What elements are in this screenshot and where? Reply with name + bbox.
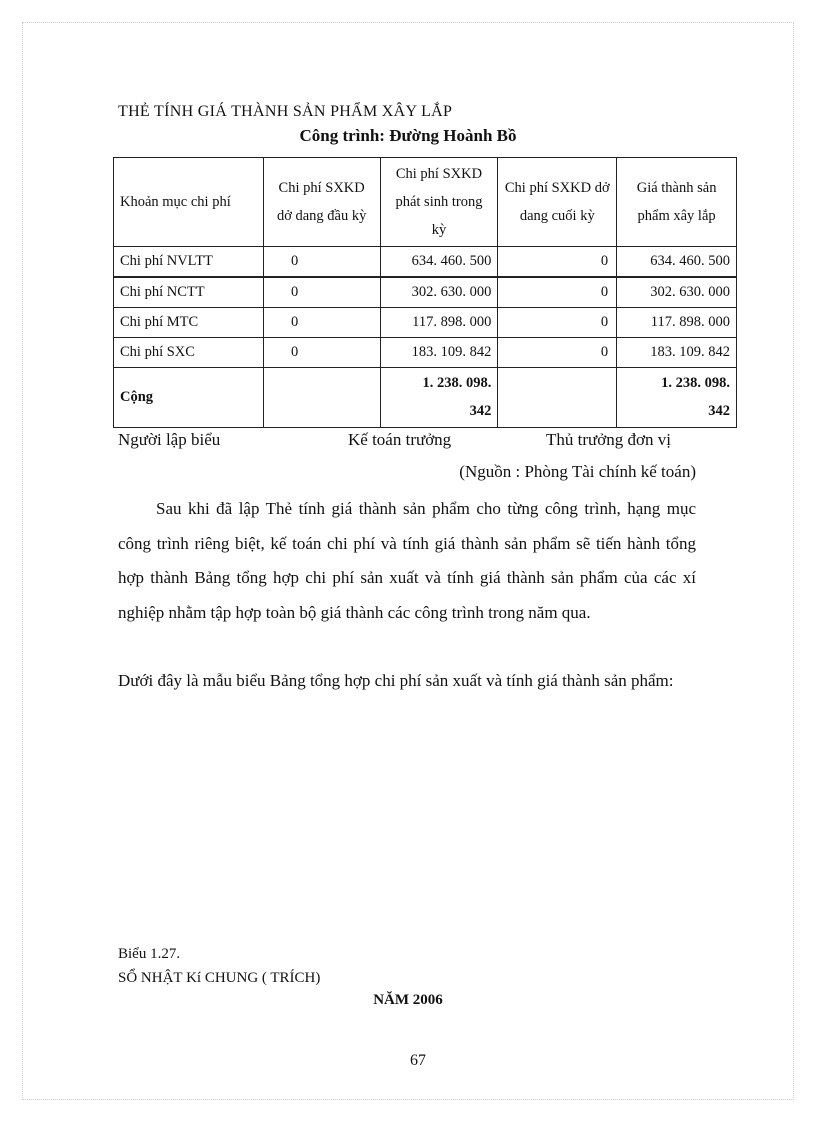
table-row	[114, 338, 737, 368]
cell-closing: 0	[498, 338, 617, 368]
body-paragraph-1: Sau khi đã lập Thẻ tính giá thành sản phẩm cho từng công trình, hạng mục công trình riêng biệt, kế toán chi phí và tính giá thành sản phẩm sẽ tiến hành tổng hợp thành Bảng tổng hợp chi phí sản xuất và tính giá thành sản phẩm của các xí nghiệp nhằm tập hợp toàn bộ giá thành các công trình trong năm qua.	[118, 499, 696, 622]
cell-incurred: 117. 898. 000	[380, 308, 498, 338]
card-subtitle: Công trình: Đường Hoành Bồ	[299, 126, 517, 145]
total-cost-line1: 1. 238. 098.	[661, 375, 730, 391]
cell-opening: 0	[263, 277, 380, 308]
cell-cost: 302. 630. 000	[617, 277, 737, 308]
signer-preparer: Người lập biểu	[118, 430, 221, 449]
header-opening-wip: Chi phí SXKD dở dang đầu kỳ	[263, 158, 380, 247]
form-label: Biểu 1.27.	[118, 946, 181, 962]
signer-unit-head: Thủ trưởng đơn vị	[546, 430, 671, 449]
header-cost-item: Khoản mục chi phí	[114, 158, 264, 247]
cell-cost: 117. 898. 000	[617, 308, 737, 338]
cell-closing: 0	[498, 277, 617, 308]
total-cost-line2: 342	[708, 403, 730, 419]
cell-item: Chi phí SXC	[114, 338, 264, 368]
cell-cost: 183. 109. 842	[617, 338, 737, 368]
cost-card-table	[113, 157, 737, 428]
cell-incurred: 183. 109. 842	[380, 338, 498, 368]
cell-total-closing	[498, 368, 617, 428]
cell-opening: 0	[263, 247, 380, 278]
header-closing-wip: Chi phí SXKD dở dang cuối kỳ	[498, 158, 617, 247]
cell-total-opening	[263, 368, 380, 428]
page-number: 67	[410, 1052, 426, 1069]
cell-cost: 634. 460. 500	[617, 247, 737, 278]
cell-incurred: 634. 460. 500	[380, 247, 498, 278]
table-row	[114, 308, 737, 338]
source-note: (Nguồn : Phòng Tài chính kế toán)	[459, 462, 696, 481]
header-product-cost: Giá thành sản phẩm xây lắp	[617, 158, 737, 247]
table-total-row	[114, 368, 737, 428]
cell-item: Chi phí NCTT	[114, 277, 264, 308]
total-incurred-line2: 342	[469, 403, 492, 419]
cell-closing: 0	[498, 247, 617, 278]
table-header-row	[114, 158, 737, 247]
header-incurred: Chi phí SXKD phát sinh trong kỳ	[380, 158, 498, 247]
cell-closing: 0	[498, 308, 617, 338]
cell-total-label: Cộng	[114, 368, 264, 428]
signer-chief-accountant: Kế toán trưởng	[348, 430, 452, 449]
journal-title: SỔ NHẬT Kí CHUNG ( TRÍCH)	[118, 970, 321, 986]
cell-opening: 0	[263, 308, 380, 338]
cell-total-cost	[617, 368, 737, 428]
table-row	[114, 277, 737, 308]
journal-year: NĂM 2006	[373, 992, 443, 1008]
cell-item: Chi phí NVLTT	[114, 247, 264, 278]
cell-total-incurred	[380, 368, 498, 428]
card-title: THẺ TÍNH GIÁ THÀNH SẢN PHẨM XÂY LẮP	[118, 103, 453, 120]
table-row	[114, 247, 737, 278]
cell-opening: 0	[263, 338, 380, 368]
cell-item: Chi phí MTC	[114, 308, 264, 338]
total-incurred-line1: 1. 238. 098.	[422, 375, 492, 391]
cell-incurred: 302. 630. 000	[380, 277, 498, 308]
body-paragraph-2: Dưới đây là mẫu biểu Bảng tổng hợp chi phí sản xuất và tính giá thành sản phẩm:	[118, 671, 674, 690]
